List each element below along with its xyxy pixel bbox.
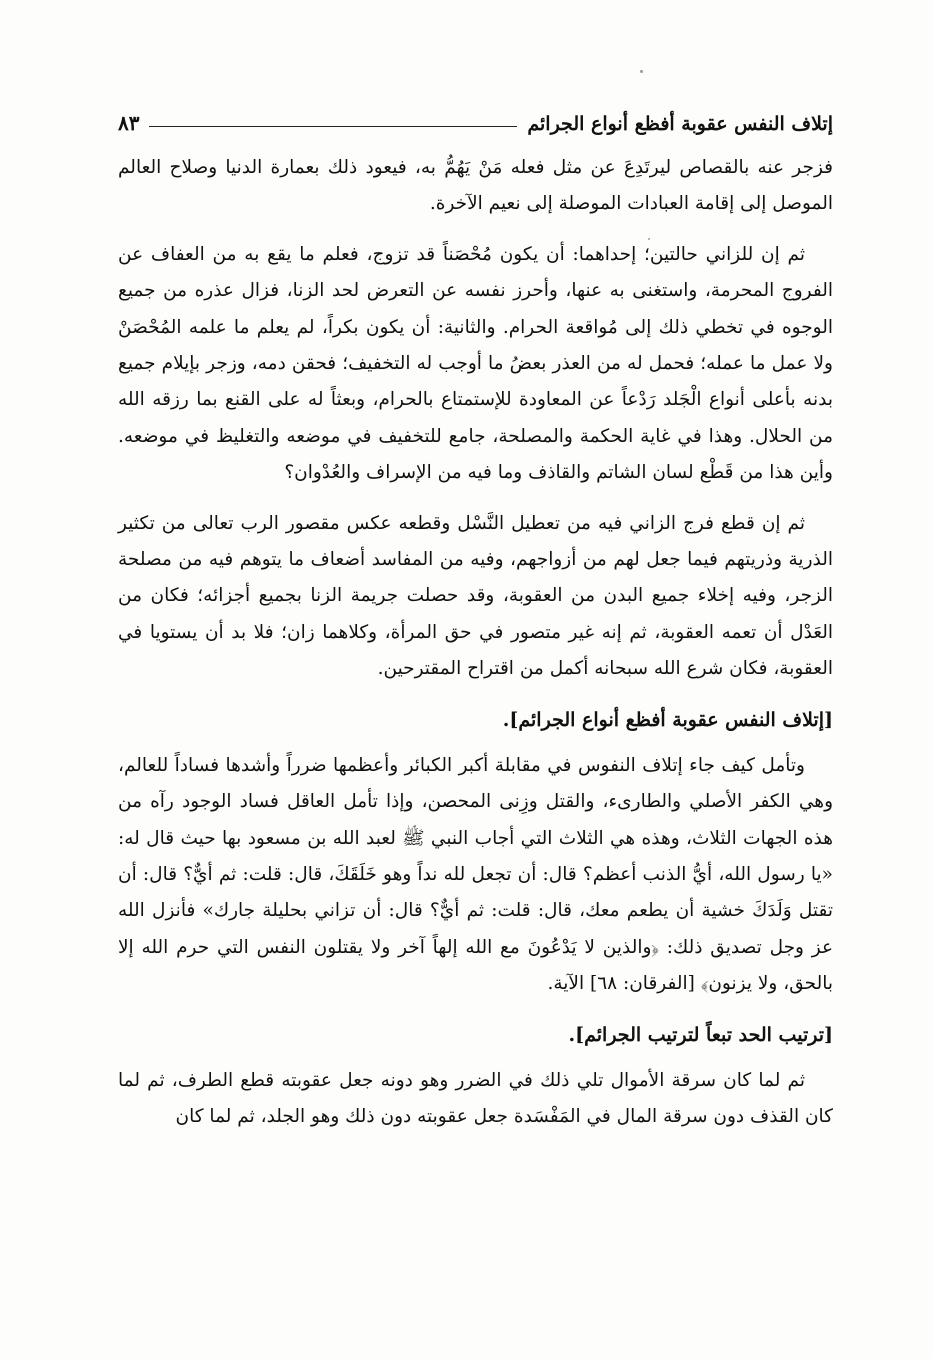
page-number: ٨٣ <box>118 111 140 135</box>
paragraph-cutting-organ: ثم إن قطع فرج الزاني فيه من تعطيل النَّسْل وقطعه عكس مقصور الرب تعالى من تكثير الذرية وذريتهم فيما جعل لهم من أزواجهم، وفيه من المفاسد أضعاف ما يتوهم فيه من مصلحة الزجر، وفيه إخلاء جميع البدن من العقوبة، وقد حصلت جريمة الزنا بجميع أجزائه؛ فكان من العَدْل أن تعمه العقوبة، ثم إنه غير متصور في حق المرأة، وكلاهما زان؛ فلا بد أن يستويا في العقوبة، فكان شرع الله سبحانه أكمل من اقتراح المقترحين. <box>118 512 833 680</box>
page-body <box>118 150 833 1149</box>
paragraph-theft-and-slander: ثم لما كان سرقة الأموال تلي ذلك في الضرر وهو دونه جعل عقوبته قطع الطرف، ثم لما كان القذف دون سرقة المال في المَفْسَدة جعل عقوبته دون ذلك وهو الجلد، ثم لما كان <box>118 1069 833 1127</box>
section-heading-life-punishment: [إتلاف النفس عقوبة أفظع أنواع الجرائم]. <box>502 708 833 731</box>
section-heading-order-of-punishments: [ترتيب الحد تبعاً لترتيب الجرائم]. <box>568 1023 833 1046</box>
header-rule <box>149 126 517 127</box>
scan-speck <box>640 70 643 73</box>
paragraph-continuation: فزجر عنه بالقصاص ليرتَدِعَ عن مثل فعله مَنْ يَهُمُّ به، فيعود ذلك بعمارة الدنيا وصلاح العالم الموصل إلى إقامة العبادات الموصلة إلى نعيم الآخرة. <box>118 157 833 215</box>
paragraph-two-states-of-adulterer: ثم إن للزاني حالتين؛ إحداهما: أن يكون مُحْصَناً قد تزوج، فعلم ما يقع به من العفاف عن الفروج المحرمة، واستغنى به عنها، وأحرز نفسه عن التعرض لحد الزنا، فزال عذره من جميع الوجوه في تخطي ذلك إلى مُواقعة الحرام. والثانية: أن يكون بكراً، لم يعلم ما علمه المُحْصَنْ ولا عمل ما عمله؛ فحمل له من العذر بعضُ ما أوجب له التخفيف؛ فحقن دمه، وزجر بإيلام جميع بدنه بأعلى أنواع الْجَلد رَدْعاً عن المعاودة للإستمتاع بالحرام، وبعثاً له على القنع بما رزقه الله من الحلال. وهذا في غاية الحكمة والمصلحة، جامع للتخفيف في موضعه والتغليظ في موضعه. وأين هذا من قَطْع لسان الشاتم والقاذف وما فيه من الإسراف والعُدْوان؟ <box>118 243 833 484</box>
running-header <box>118 95 833 139</box>
running-header-title: إتلاف النفس عقوبة أفظع أنواع الجرائم <box>527 113 833 135</box>
paragraph-greatest-sins: وتأمل كيف جاء إتلاف النفوس في مقابلة أكبر الكبائر وأعظمها ضرراً وأشدها فساداً للعالم، وهي الكفر الأصلي والطارىء، والقتل وزِنى المحصن، وإذا تأمل العاقل فساد الوجود رآه من هذه الجهات الثلاث، وهذه هي الثلاث التي أجاب النبي ﷺ لعبد الله بن مسعود بها حيث قال له: «يا رسول الله، أيُّ الذنب أعظم؟ قال: أن تجعل لله نداً وهو خَلَقَكَ، قال: قلت: ثم أيٌّ؟ قال: أن تقتل وَلَدَكَ خشية أن يطعم معك، قال: قلت: ثم أيٌّ؟ قال: أن تزاني بحليلة جارك» فأنزل الله عز وجل تصديق ذلك: ﴿والذين لا يَدْعُونَ مع الله إلهاً آخر ولا يقتلون النفس التي حرم الله إلا بالحق، ولا يزنون﴾ [الفرقان: ٦٨] الآية. <box>118 754 833 995</box>
